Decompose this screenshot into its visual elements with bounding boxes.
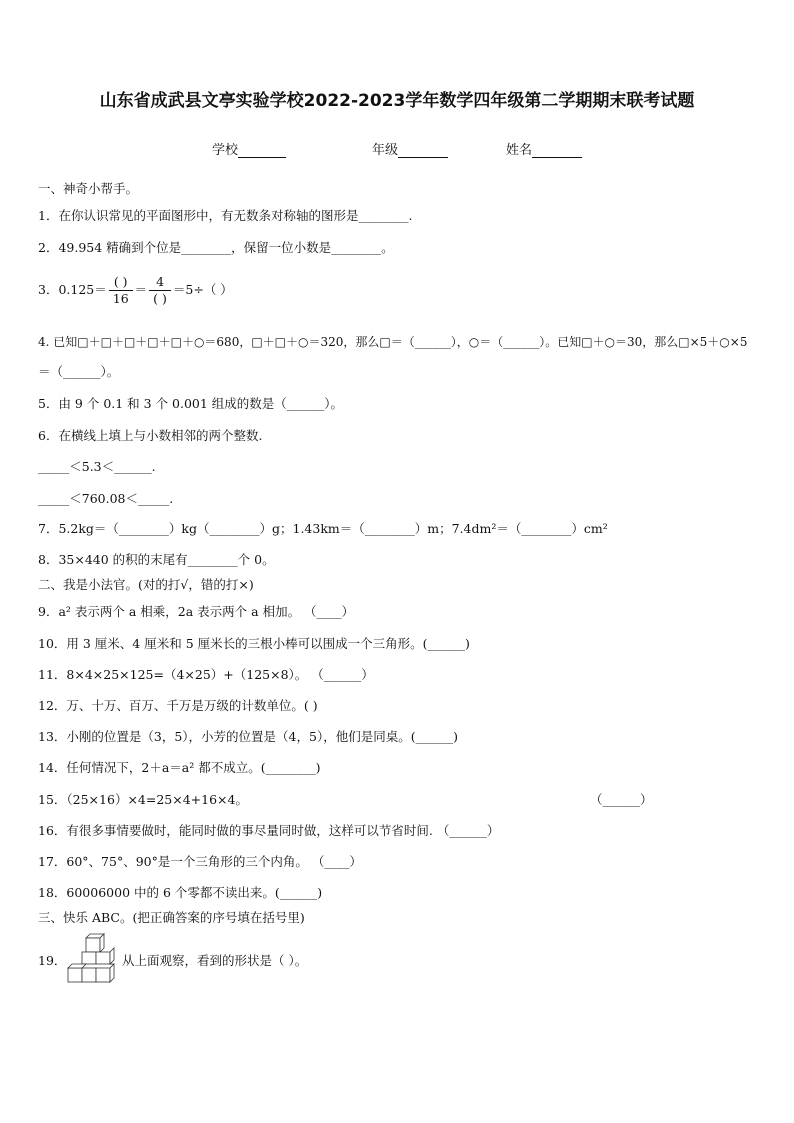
section-2-heading: 二、我是小法官。(对的打√，错的打×) xyxy=(38,577,254,592)
question-19-text: 从上面观察，看到的形状是（ ）。 xyxy=(122,953,308,968)
q3-suffix: ＝5÷（ ） xyxy=(172,282,233,297)
question-14: 14．任何情况下，2＋a＝a² 都不成立。(________) xyxy=(38,760,321,775)
question-4-line-1: 4. 已知□＋□＋□＋□＋□＋○＝680，□＋□＋○＝320，那么□＝（______），○＝（______）。已知□＋○＝30，那么□×5＋○×5 xyxy=(38,335,748,349)
name-label: 姓名 xyxy=(506,143,533,158)
school-field xyxy=(212,139,286,158)
page-title: 山东省成武县文亭实验学校2022-2023学年数学四年级第二学期期末联考试题 xyxy=(99,91,695,111)
question-6b: _____＜760.08＜_____. xyxy=(38,491,174,506)
question-15-answer: （______） xyxy=(590,792,653,807)
question-16: 16．有很多事情要做时，能同时做的事尽量同时做，这样可以节省时间. （______） xyxy=(38,823,500,838)
question-4-line-2: ＝（______）。 xyxy=(38,364,120,379)
question-15: 15．（25×16）×4=25×4+16×4。 xyxy=(38,792,248,807)
question-13: 13．小刚的位置是（3，5），小芳的位置是（4，5），他们是同桌。(______) xyxy=(38,729,458,744)
cube-stack-figure xyxy=(64,932,122,988)
question-6a: _____＜5.3＜______. xyxy=(38,459,156,474)
question-1: 1．在你认识常见的平面图形中，有无数条对称轴的图形是________. xyxy=(38,208,413,223)
question-19-number: 19． xyxy=(38,953,67,968)
school-blank[interactable] xyxy=(238,143,286,158)
question-18: 18．60006000 中的 6 个零都不读出来。(______) xyxy=(38,885,323,900)
q3-prefix: 3．0.125＝ xyxy=(38,282,107,297)
question-17: 17．60°、75°、90°是一个三角形的三个内角。 （____） xyxy=(38,854,362,869)
q3-frac2-denominator: ( ) xyxy=(153,291,167,306)
section-3-heading: 三、快乐 ABC。(把正确答案的序号填在括号里) xyxy=(38,910,305,925)
question-8: 8．35×440 的积的末尾有________个 0。 xyxy=(38,552,275,567)
name-field xyxy=(506,139,582,158)
q3-frac2-numerator: 4 xyxy=(149,274,171,291)
grade-field xyxy=(372,139,448,158)
question-9: 9．a² 表示两个 a 相乘，2a 表示两个 a 相加。 （____） xyxy=(38,604,355,619)
question-11: 11．8×4×25×125=（4×25）+（125×8）。 （______） xyxy=(38,667,374,682)
question-7: 7．5.2kg＝（________）kg（________）g；1.43km＝（________）m；7.4dm²＝（________）cm² xyxy=(38,521,608,536)
question-12: 12．万、十万、百万、千万是万级的计数单位。( ) xyxy=(38,698,318,713)
question-3 xyxy=(38,274,233,307)
q3-fraction-1 xyxy=(109,274,133,307)
grade-blank[interactable] xyxy=(398,143,448,158)
section-1-heading: 一、神奇小帮手。 xyxy=(38,181,139,196)
question-5: 5．由 9 个 0.1 和 3 个 0.001 组成的数是（______）。 xyxy=(38,396,344,411)
q3-equals: ＝ xyxy=(134,282,148,297)
q3-frac1-numerator: ( ) xyxy=(109,274,133,291)
q3-fraction-2 xyxy=(149,274,171,307)
question-10: 10．用 3 厘米、4 厘米和 5 厘米长的三根小棒可以围成一个三角形。(______) xyxy=(38,636,470,651)
grade-label: 年级 xyxy=(372,143,399,158)
question-6: 6．在横线上填上与小数相邻的两个整数. xyxy=(38,428,263,443)
school-label: 学校 xyxy=(212,143,239,158)
question-2: 2．49.954 精确到个位是________，保留一位小数是________。 xyxy=(38,240,394,255)
name-blank[interactable] xyxy=(532,143,582,158)
q3-frac1-denominator: 16 xyxy=(112,291,129,306)
